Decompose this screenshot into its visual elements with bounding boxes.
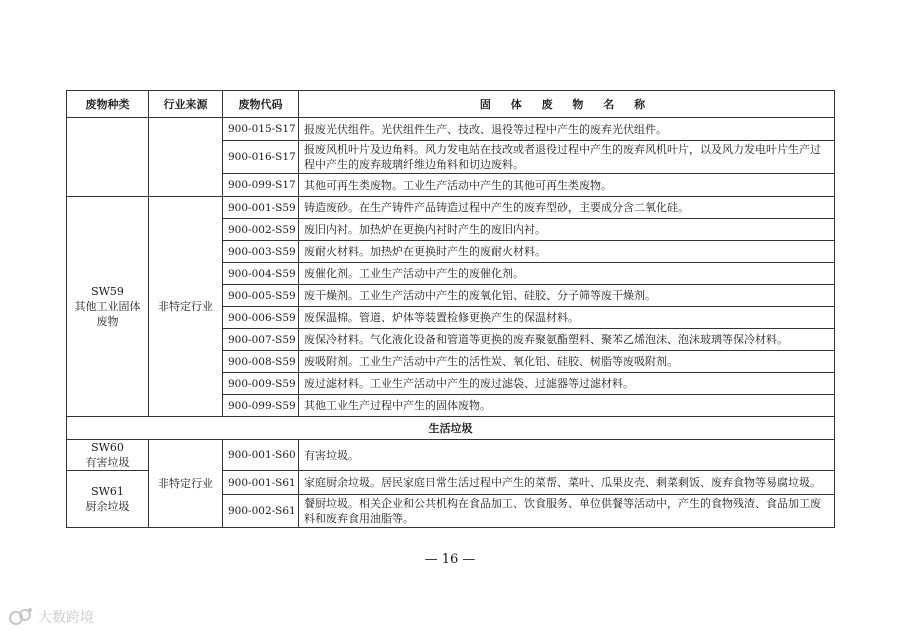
header-waste-category: 废物种类 — [67, 91, 149, 118]
category-cell-continued — [67, 118, 149, 197]
waste-code: 900-001-S60 — [223, 440, 299, 471]
table-header-row — [67, 91, 835, 118]
waste-name: 废干燥剂。工业生产活动中产生的废氧化铝、硅胶、分子筛等废干燥剂。 — [299, 285, 835, 307]
waste-code: 900-008-S59 — [223, 351, 299, 373]
watermark-text: 大数跨境 — [38, 610, 94, 626]
waste-name: 家庭厨余垃圾。居民家庭日常生活过程中产生的菜帮、菜叶、瓜果皮壳、剩菜剩饭、废弃食物等易腐垃圾。 — [299, 471, 835, 495]
category-code: SW61 — [91, 485, 124, 498]
waste-name: 报废光伏组件。光伏组件生产、技改、退役等过程中产生的废弃光伏组件。 — [299, 118, 835, 141]
waste-code: 900-002-S59 — [223, 219, 299, 241]
waste-code: 900-009-S59 — [223, 373, 299, 395]
category-code: SW60 — [91, 441, 124, 454]
table-row — [67, 197, 835, 219]
header-industry-source: 行业来源 — [149, 91, 223, 118]
waste-name: 废耐火材料。加热炉在更换时产生的废耐火材料。 — [299, 241, 835, 263]
industry-source: 非特定行业 — [149, 440, 223, 528]
header-waste-code: 废物代码 — [223, 91, 299, 118]
table-row — [67, 440, 835, 471]
waste-name: 废催化剂。工业生产活动中产生的废催化剂。 — [299, 263, 835, 285]
waste-classification-table — [66, 90, 835, 528]
waste-name: 废保温棉。管道、炉体等装置检修更换产生的保温材料。 — [299, 307, 835, 329]
waste-name: 废吸附剂。工业生产活动中产生的活性炭、氧化铝、硅胶、树脂等废吸附剂。 — [299, 351, 835, 373]
waste-code: 900-004-S59 — [223, 263, 299, 285]
waste-name: 报废风机叶片及边角料。风力发电站在技改或者退役过程中产生的废弃风机叶片，以及风力发电叶片生产过程中产生的废弃玻璃纤维边角料和切边废料。 — [299, 141, 835, 174]
waste-code: 900-005-S59 — [223, 285, 299, 307]
waste-name: 其他工业生产过程中产生的固体废物。 — [299, 395, 835, 417]
source-cell-continued — [149, 118, 223, 197]
waste-code: 900-001-S59 — [223, 197, 299, 219]
category-cell-sw61 — [67, 471, 149, 528]
waste-code: 900-001-S61 — [223, 471, 299, 495]
header-waste-name: 固 体 废 物 名 称 — [299, 91, 835, 118]
section-title: 生活垃圾 — [67, 417, 835, 440]
watermark — [8, 606, 94, 628]
waste-name: 废过滤材料。工业生产活动中产生的废过滤袋、过滤器等过滤材料。 — [299, 373, 835, 395]
waste-code: 900-099-S17 — [223, 174, 299, 197]
category-name: 厨余垃圾 — [85, 500, 130, 513]
table-row — [67, 118, 835, 141]
category-cell-sw59 — [67, 197, 149, 417]
waste-code: 900-007-S59 — [223, 329, 299, 351]
waste-name: 其他可再生类废物。工业生产活动中产生的其他可再生类废物。 — [299, 174, 835, 197]
waste-code: 900-016-S17 — [223, 141, 299, 174]
waste-name: 废保冷材料。气化液化设备和管道等更换的废弃聚氨酯塑料、聚苯乙烯泡沫、泡沫玻璃等保冷材料。 — [299, 329, 835, 351]
watermark-logo-icon — [8, 606, 34, 628]
waste-name: 废旧内衬。加热炉在更换内衬时产生的废旧内衬。 — [299, 219, 835, 241]
waste-name: 铸造废砂。在生产铸件产品铸造过程中产生的废弃型砂，主要成分含二氧化硅。 — [299, 197, 835, 219]
waste-code: 900-002-S61 — [223, 495, 299, 528]
waste-code: 900-099-S59 — [223, 395, 299, 417]
waste-name: 有害垃圾。 — [299, 440, 835, 471]
page-number: — 16 — — [424, 552, 476, 567]
section-header-row — [67, 417, 835, 440]
waste-code: 900-006-S59 — [223, 307, 299, 329]
industry-source: 非特定行业 — [149, 197, 223, 417]
waste-code: 900-015-S17 — [223, 118, 299, 141]
category-cell-sw60 — [67, 440, 149, 471]
waste-name: 餐厨垃圾。相关企业和公共机构在食品加工、饮食服务、单位供餐等活动中，产生的食物残渣、食品加工废料和废弃食用油脂等。 — [299, 495, 835, 528]
category-name: 其他工业固体废物 — [74, 300, 141, 328]
waste-code: 900-003-S59 — [223, 241, 299, 263]
category-code: SW59 — [91, 285, 124, 298]
category-name: 有害垃圾 — [85, 456, 130, 469]
